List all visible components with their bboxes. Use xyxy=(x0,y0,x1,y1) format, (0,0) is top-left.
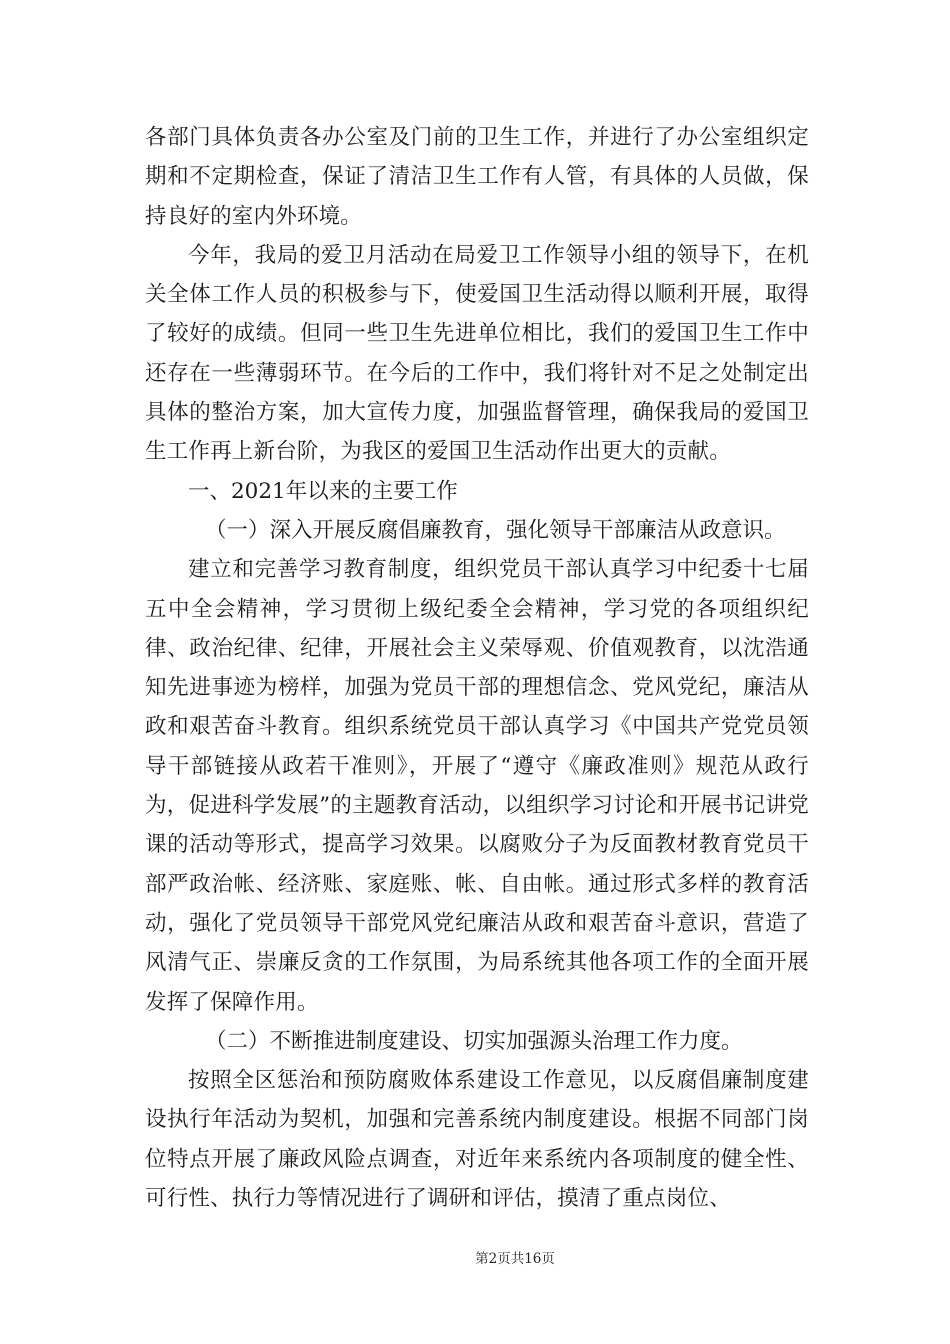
paragraph-education: 建立和完善学习教育制度，组织党员干部认真学习中纪委十七届五中全会精神，学习贯彻上级纪委全会精神，学习党的各项组织纪律、政治纪律、纪律，开展社会主义荣辱观、价值观教育，以沈浩通知先进事迹为榜样，加强为党员干部的理想信念、党风党纪，廉洁从政和艰苦奋斗教育。组织系统党员干部认真学习《中国共产党党员领导干部链接从政若干准则》，开展了“遵守《廉政准则》规范从政行为，促进科学发展”的主题教育活动，以组织学习讨论和开展书记讲党课的活动等形式，提高学习效果。以腐败分子为反面教材教育党员干部严政治帐、经济账、家庭账、帐、自由帐。通过形式多样的教育活动，强化了党员领导干部党风党纪廉洁从政和艰苦奋斗意识，营造了风清气正、崇廉反贪的工作氛围，为局系统其他各项工作的全面开展发挥了保障作用。 xyxy=(145,557,809,1015)
document-body xyxy=(145,118,809,1218)
section-heading: 一、2021年以来的主要工作 xyxy=(188,478,458,504)
subsection-heading-2: （二）不断推进制度建设、切实加强源头治理工作力度。 xyxy=(205,1028,743,1054)
subsection-heading-1: （一）深入开展反腐倡廉教育，强化领导干部廉洁从政意识。 xyxy=(205,517,786,543)
paragraph-continued: 各部门具体负责各办公室及门前的卫生工作，并进行了办公室组织定期和不定期检查，保证了清洁卫生工作有人管，有具体的人员做，保持良好的室内外环境。 xyxy=(145,125,809,229)
paragraph-summary: 今年，我局的爱卫月活动在局爱卫工作领导小组的领导下，在机关全体工作人员的积极参与下，使爱国卫生活动得以顺利开展，取得了较好的成绩。但同一些卫生先进单位相比，我们的爱国卫生工作中还存在一些薄弱环节。在今后的工作中，我们将针对不足之处制定出具体的整治方案，加大宣传力度，加强监督管理，确保我局的爱国卫生工作再上新台阶，为我区的爱国卫生活动作出更大的贡献。 xyxy=(145,242,809,465)
page-number-footer: 第2页共16页 xyxy=(475,1251,555,1267)
paragraph-system-building: 按照全区惩治和预防腐败体系建设工作意见，以反腐倡廉制度建设执行年活动为契机，加强和完善系统内制度建设。根据不同部门岗位特点开展了廉政风险点调查，对近年来系统内各项制度的健全性、可行性、执行力等情况进行了调研和评估，摸清了重点岗位、 xyxy=(145,1068,809,1212)
